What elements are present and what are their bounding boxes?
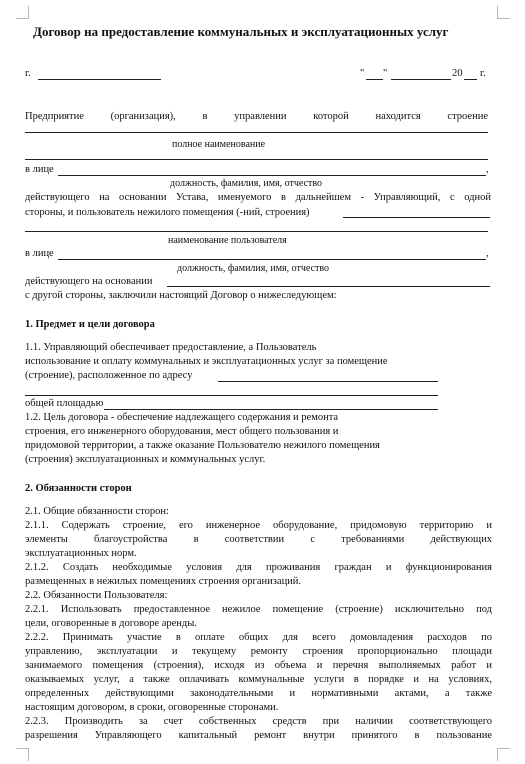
city-prefix: г.: [25, 68, 31, 79]
clause-2-2-2-line-1: 2.2.2. Принимать участие в оплате общих для всего домовладения расходов по: [25, 632, 492, 643]
clause-1-1-line-2: использование и оплату коммунальных и эксплуатационных услуг за помещение: [25, 356, 388, 367]
section-1-heading: 1. Предмет и цели договора: [25, 319, 155, 330]
in-person-label-2: в лице: [25, 248, 54, 259]
acting-basis: действующего на основании: [25, 276, 153, 287]
acting-line-1: действующего на основании Устава, именуемого в дальнейшем - Управляющий, с одной: [25, 192, 491, 203]
clause-2-2-1-line-2: цели, оговоренные в договоре аренды.: [25, 618, 197, 629]
clause-2-1-1-line-1: 2.1.1. Содержать строение, его инженерное оборудование, придомовую территорию и: [25, 520, 492, 531]
area-blank: [104, 409, 438, 410]
org-name-blank-2: [25, 159, 488, 160]
clause-2-2-2-line-5: определенных действующими законодательными и нормативными актами, а также: [25, 688, 492, 699]
address-blank: [218, 381, 438, 382]
year-prefix: 20: [452, 68, 463, 79]
representative-blank-2: [58, 259, 486, 260]
clause-2-2-1-line-1: 2.2.1. Использовать предоставленное нежилое помещение (строение) исключительно под: [25, 604, 492, 615]
representative-blank: [58, 175, 486, 176]
clause-2-2-2-line-2: управлению, эксплуатации и текущему ремонту строения пропорционально площади: [25, 646, 492, 657]
clause-2-2-2-line-4: оказываемых услуг, а также оплачивать коммунальные услуги в порядке и на условиях,: [25, 674, 492, 685]
page-corner-mark: [16, 6, 29, 19]
parties-line: Предприятие (организация), в управлении которой находится строение: [25, 111, 488, 122]
clause-2-2-2-line-6: настоящим договором, в сроки, оговоренные сторонами.: [25, 702, 279, 713]
acting-line-2: стороны, и пользователь нежилого помещения (-ний, строения): [25, 207, 310, 218]
year-tail: г.: [480, 68, 486, 79]
document-title: Договор на предоставление коммунальных и эксплуатационных услуг: [33, 24, 449, 39]
city-blank: [38, 79, 161, 80]
page-corner-mark: [16, 748, 29, 761]
clause-2-1: 2.1. Общие обязанности сторон:: [25, 506, 169, 517]
user-name-hint: наименование пользователя: [168, 235, 287, 246]
clause-1-2-line-1: 1.2. Цель договора - обеспечение надлежащего содержания и ремонта: [25, 412, 339, 423]
clause-2-1-2-line-2: размещенных в нежилых помещениях строения организаций.: [25, 576, 302, 587]
org-name-blank: [25, 132, 488, 133]
clause-2-1-1-line-2: элементы благоустройства в соответствии с требованиями действующих: [25, 534, 492, 545]
user-blank: [343, 217, 490, 218]
in-person-label: в лице: [25, 164, 54, 175]
clause-2-1-1-line-3: эксплуатационных норм.: [25, 548, 137, 559]
basis-blank: [167, 286, 490, 287]
clause-1-2-line-2: строения, его инженерного оборудования, мест общего пользования и: [25, 426, 339, 437]
date-close-quote: ": [383, 68, 388, 79]
position-hint-2: должность, фамилия, имя, отчество: [177, 263, 330, 274]
position-hint: должность, фамилия, имя, отчество: [170, 178, 323, 189]
full-name-hint: полное наименование: [172, 139, 266, 150]
clause-1-1-line-3: (строение), расположенное по адресу: [25, 370, 193, 381]
day-blank: [366, 79, 383, 80]
year-blank: [464, 79, 477, 80]
clause-1-2-line-4: (строения) эксплуатационных и коммунальных услуг.: [25, 454, 266, 465]
clause-2-2: 2.2. Обязанности Пользователя:: [25, 590, 168, 601]
clause-2-2-3-line-2: разрешения Управляющего капитальный ремонт внутри принятого в пользование: [25, 730, 492, 741]
month-blank: [391, 79, 451, 80]
user-blank-2: [25, 231, 488, 232]
clause-1-1-line-1: 1.1. Управляющий обеспечивает предоставление, а Пользователь: [25, 342, 317, 353]
other-side-line: с другой стороны, заключили настоящий Договор о нижеследующем:: [25, 290, 337, 301]
page-corner-mark: [497, 748, 510, 761]
clause-1-2-line-3: придомовой территории, а также оказание Пользователю нежилого помещения: [25, 440, 380, 451]
page-corner-mark: [497, 6, 510, 19]
section-2-heading: 2. Обязанности сторон: [25, 483, 132, 494]
clause-2-2-3-line-1: 2.2.3. Производить за счет собственных средств при наличии соответствующего: [25, 716, 492, 727]
date-open-quote: ": [360, 68, 365, 79]
comma-2: ,: [486, 248, 489, 259]
comma: ,: [486, 164, 489, 175]
area-label: общей площадью: [25, 398, 104, 409]
clause-2-2-2-line-3: занимаемого помещения (строения), исходя из объема и перечня выполняемых работ и: [25, 660, 492, 671]
clause-2-1-2-line-1: 2.1.2. Создать необходимые условия для проживания граждан и функционирования: [25, 562, 492, 573]
address-blank-2: [25, 395, 438, 396]
